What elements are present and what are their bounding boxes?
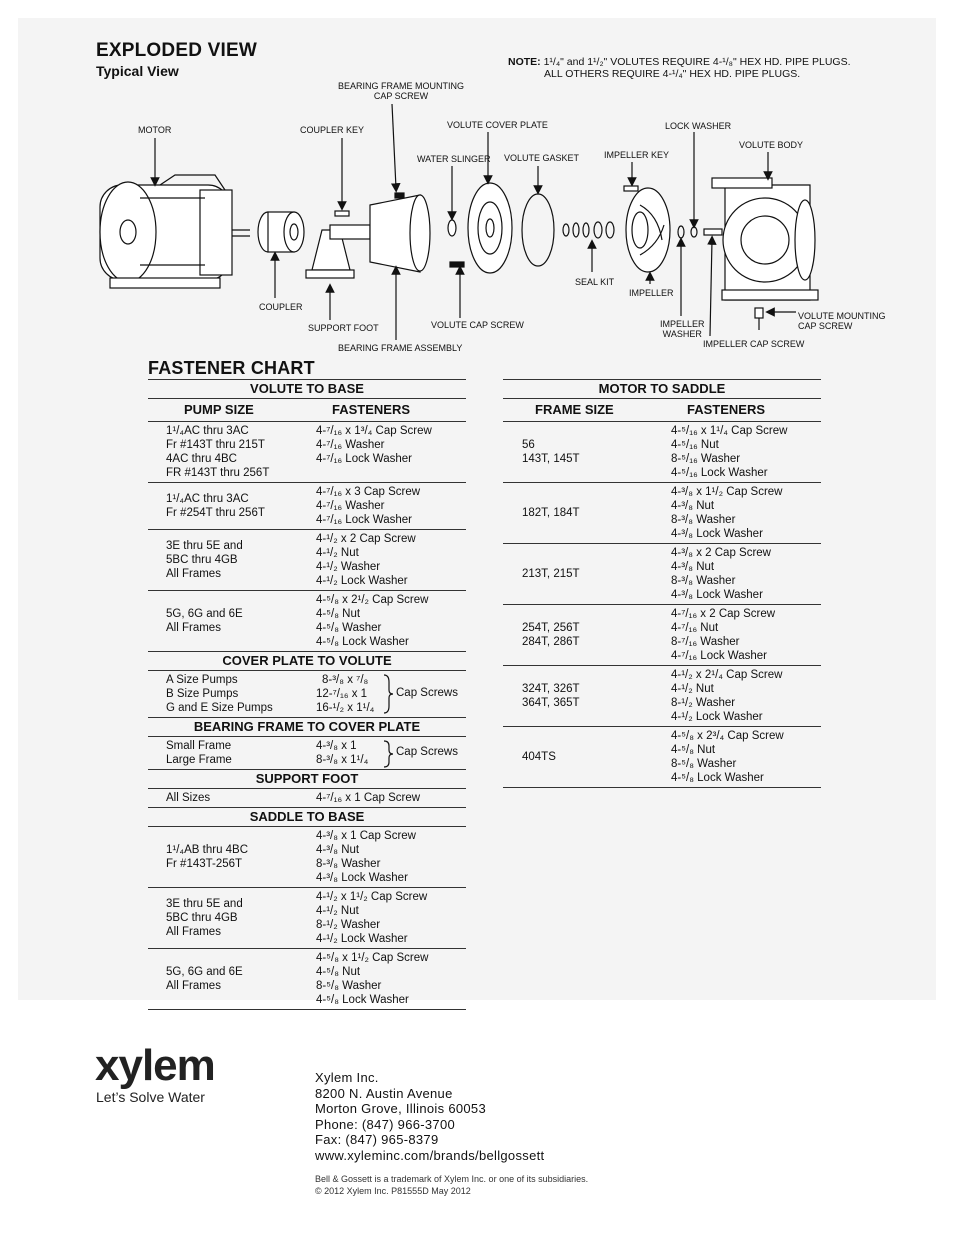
fasteners-cell: 4-⁷/₁₆ x 2 Cap Screw 4-⁷/₁₆ Nut 8-⁷/₁₆ Washer 4-⁷/₁₆ Lock Washer [671,608,776,662]
volute-body-drawing [712,178,818,300]
label-volute-gasket: VOLUTE GASKET [504,153,580,163]
website-link[interactable]: www.xyleminc.com/brands/bellgossett [315,1147,545,1163]
fastener-chart-title: FASTENER CHART [148,358,315,378]
label-bearing-frame-mounting: BEARING FRAME MOUNTING CAP SCREW [338,81,465,101]
size-cell: 5G, 6G and 6E All Frames [166,608,243,634]
seal-kit-drawing [563,222,614,238]
motor-to-saddle-column-headers [503,399,821,422]
bearing-frame-brace-text: Cap Screws [396,746,458,758]
copyright-note: © 2012 Xylem Inc. P81555D May 2012 [315,1186,471,1196]
note-line-1: 1¹/₄" and 1¹/₂" VOLUTES REQUIRE 4-¹/₈" HEX HD. PIPE PLUGS. [543,56,851,68]
label-volute-body: VOLUTE BODY [739,140,804,150]
table-row [148,591,466,652]
support-foot-heading: SUPPORT FOOT [148,770,466,789]
column-header-frame-size: FRAME SIZE [535,402,614,417]
size-cell: 1¹/₄AC thru 3AC Fr #254T thru 256T [166,493,265,519]
size-cell: 5G, 6G and 6E All Frames [166,966,243,992]
motor-drawing [100,175,250,288]
label-impeller-washer: IMPELLER WASHER [660,319,705,339]
fasteners-cell: 4-¹/₂ x 2 Cap Screw 4-¹/₂ Nut 4-¹/₂ Washer 4-¹/₂ Lock Washer [316,533,416,587]
size-cell: 3E thru 5E and 5BC thru 4GB All Frames [166,898,243,938]
table-row [148,888,466,949]
table-row [503,483,821,544]
address-block [315,1070,544,1163]
size-cell: 404TS [522,751,556,763]
saddle-to-base-heading: SADDLE TO BASE [148,808,466,827]
table-row [148,483,466,530]
table-row [148,530,466,591]
size-cell: 182T, 184T [522,507,580,519]
impeller-cap-screw-drawing [704,229,722,235]
company-name: Xylem Inc. [315,1070,379,1085]
table-row [503,605,821,666]
column-header-fasteners: FASTENERS [687,402,766,417]
table-row [503,727,821,788]
cover-plate-brace-text: Cap Screws [396,687,458,699]
label-seal-kit: SEAL KIT [575,277,615,287]
fax: Fax: (847) 965-8379 [315,1132,439,1147]
cover-plate-to-volute-row: A Size Pumps B Size Pumps G and E Size Pumps 8-³/₈ x ⁷/₈ 12-⁷/₁₆ x 1 16-¹/₂ x 1¹/₄ Cap Screws [148,671,466,718]
support-foot-row: All Sizes 4-⁷/₁₆ x 1 Cap Screw [148,789,466,808]
table-row [148,949,466,1010]
fasteners-cell: 4-⁵/₁₆ x 1¹/₄ Cap Screw 4-⁵/₁₆ Nut 8-⁵/₁₆ Washer 4-⁵/₁₆ Lock Washer [671,425,788,479]
right-fastener-table [503,379,821,788]
lock-washer-drawing [691,227,697,237]
street: 8200 N. Austin Avenue [315,1085,453,1101]
size-cell: 3E thru 5E and 5BC thru 4GB All Frames [166,540,243,580]
label-support-foot: SUPPORT FOOT [308,323,379,333]
trademark-note: Bell & Gossett is a trademark of Xylem Inc. or one of its subsidiaries. [315,1174,589,1184]
coupler-key-drawing [335,211,349,216]
table-row [503,666,821,727]
label-lock-washer: LOCK WASHER [665,121,732,131]
size-cell: 1¹/₄AC thru 3AC Fr #143T thru 215T 4AC thru 4BC FR #143T thru 256T [166,425,270,479]
cover-plate-brace [382,674,394,714]
size-cell: 254T, 256T 284T, 286T [522,622,580,648]
impeller-washer-drawing [678,226,684,238]
label-coupler-key: COUPLER KEY [300,125,365,135]
motor-to-saddle-heading: MOTOR TO SADDLE [503,379,821,399]
note-line-2: ALL OTHERS REQUIRE 4-¹/₄" HEX HD. PIPE PLUGS. [544,68,801,80]
coupler-drawing [258,212,304,252]
fasteners-cell: 4-³/₈ x 1¹/₂ Cap Screw 4-³/₈ Nut 8-³/₈ Washer 4-³/₈ Lock Washer [671,486,783,540]
svg-text:xylem: xylem [95,1044,215,1090]
label-motor: MOTOR [138,125,172,135]
label-impeller-key: IMPELLER KEY [604,150,670,160]
impeller-key-drawing [624,186,638,191]
label-volute-cap-screw: VOLUTE CAP SCREW [431,320,524,330]
exploded-view-diagram [0,0,954,360]
table-row [503,422,821,483]
phone: Phone: (847) 966-3700 [315,1116,456,1132]
fasteners-cell: 4-³/₈ x 2 Cap Screw 4-³/₈ Nut 8-³/₈ Washer 4-³/₈ Lock Washer [671,547,771,601]
fasteners-cell: 4-³/₈ x 1 Cap Screw 4-³/₈ Nut 8-³/₈ Washer 4-³/₈ Lock Washer [316,830,416,884]
volute-to-base-column-headers [148,399,466,422]
left-fastener-table [148,379,466,1010]
fasteners-cell: 4-⁵/₈ x 2³/₄ Cap Screw 4-⁵/₈ Nut 8-⁵/₈ Washer 4-⁵/₈ Lock Washer [671,730,784,784]
column-header-pump-size: PUMP SIZE [184,402,254,417]
impeller-drawing [626,188,670,272]
label-impeller: IMPELLER [629,288,674,298]
label-coupler: COUPLER [259,302,303,312]
tagline: Let’s Solve Water [96,1089,205,1105]
legal-block [315,1173,588,1197]
table-row [148,422,466,483]
column-header-fasteners: FASTENERS [332,402,411,417]
label-volute-cover-plate: VOLUTE COVER PLATE [447,120,548,130]
fasteners-cell: 4-⁷/₁₆ x 3 Cap Screw 4-⁷/₁₆ Washer 4-⁷/₁₆ Lock Washer [316,486,421,526]
label-bearing-frame-assembly: BEARING FRAME ASSEMBLY [338,343,463,353]
volute-cover-plate-drawing [450,183,512,273]
page-subtitle: Typical View [96,63,179,79]
bearing-frame-brace [382,740,394,768]
city: Morton Grove, Illinois 60053 [315,1101,486,1116]
table-row [503,544,821,605]
label-volute-mounting-cap-screw: VOLUTE MOUNTING CAP SCREW [798,311,886,331]
volute-gasket-drawing [522,194,554,266]
volute-mounting-screw-drawing [755,308,763,330]
fasteners-cell: 4-⁵/₈ x 2¹/₂ Cap Screw 4-⁵/₈ Nut 4-⁵/₈ Washer 4-⁵/₈ Lock Washer [316,594,429,648]
fasteners-cell: 4-¹/₂ x 1¹/₂ Cap Screw 4-¹/₂ Nut 8-¹/₂ Washer 4-¹/₂ Lock Washer [316,891,428,945]
size-cell: 324T, 326T 364T, 365T [522,683,580,709]
size-cell: 56 143T, 145T [522,439,580,465]
label-water-slinger: WATER SLINGER [417,154,491,164]
size-cell: 213T, 215T [522,568,580,580]
fasteners-cell: 4-⁵/₈ x 1¹/₂ Cap Screw 4-⁵/₈ Nut 8-⁵/₈ Washer 4-⁵/₈ Lock Washer [316,952,429,1006]
label-impeller-cap-screw: IMPELLER CAP SCREW [703,339,805,349]
volute-to-base-heading: VOLUTE TO BASE [148,379,466,399]
bearing-frame-to-cover-plate-heading: BEARING FRAME TO COVER PLATE [148,718,466,737]
water-slinger-drawing [448,220,456,236]
fasteners-cell: 4-⁷/₁₆ x 1³/₄ Cap Screw 4-⁷/₁₆ Washer 4-⁷/₁₆ Lock Washer [316,425,432,465]
fasteners-cell: 4-¹/₂ x 2¹/₄ Cap Screw 4-¹/₂ Nut 8-¹/₂ Washer 4-¹/₂ Lock Washer [671,669,783,723]
size-cell: 1¹/₄AB thru 4BC Fr #143T-256T [166,844,249,870]
table-row [148,827,466,888]
page-title: EXPLODED VIEW [96,40,257,61]
cover-plate-to-volute-heading: COVER PLATE TO VOLUTE [148,652,466,671]
note-label: NOTE: [508,56,541,68]
bearing-frame-to-cover-plate-row: Small Frame Large Frame 4-³/₈ x 1 8-³/₈ x 1¹/₄ Cap Screws [148,737,466,770]
